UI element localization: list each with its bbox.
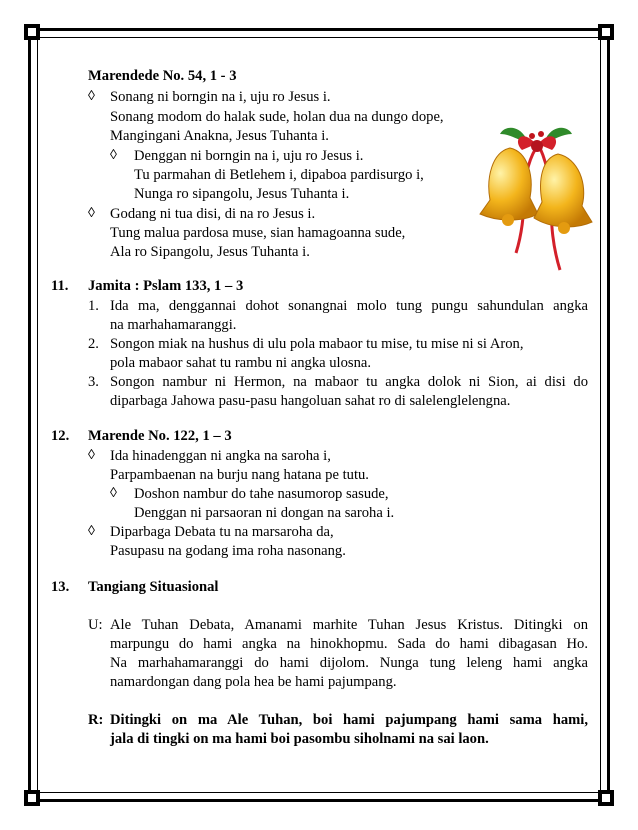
verse-line: Tung malua pardosa muse, sian hamagoanna sude, xyxy=(110,225,406,241)
speaker-label: R: xyxy=(88,712,104,728)
bullet-icon: ◊ xyxy=(88,206,95,221)
verse-line: Denggan ni borngin na i, uju ro Jesus i. xyxy=(134,148,364,164)
border-corner xyxy=(24,24,40,40)
section-title: Jamita : Pslam 133, 1 – 3 xyxy=(88,278,244,294)
list-number: 2. xyxy=(88,336,99,352)
list-item-text: Songon miak na hushus di ulu pola mabaor tu mise, tu mise ni si Aron, xyxy=(110,336,524,352)
list-item-text: pola mabaor sahat tu rambu ni angka ulosna. xyxy=(110,355,371,371)
bullet-icon: ◊ xyxy=(88,89,95,104)
section-number: 13. xyxy=(51,579,70,595)
prayer-line: namardongan dang pola hea be hami pajumpang. xyxy=(110,674,397,690)
response-line: Ditingki on ma Ale Tuhan, boi hami pajumpang hami sama hami, xyxy=(110,712,588,728)
prayer-line: Na marhahamaranggi do hami dijolom. Nunga tung leleng hami angka xyxy=(110,655,588,671)
verse-line: Godang ni tua disi, di na ro Jesus i. xyxy=(110,206,316,222)
section-title: Marende No. 122, 1 – 3 xyxy=(88,428,232,444)
christmas-bells-icon xyxy=(478,118,596,278)
list-number: 3. xyxy=(88,374,99,390)
list-item-text: Songon nambur ni Hermon, na mabaor tu angka dolok ni Sion, ai disi do xyxy=(110,374,588,390)
bullet-icon: ◊ xyxy=(110,148,117,163)
list-item-text: diparbaga Jahowa pasu-pasu hangoluan sahat ro di salelenglelengna. xyxy=(110,393,511,409)
list-item-text: Ida ma, denggannai dohot sonangnai molo tung pungu sahundulan angka xyxy=(110,298,588,314)
verse-line: Denggan ni parsaoran ni dongan na saroha i. xyxy=(134,505,395,521)
bullet-icon: ◊ xyxy=(88,524,95,539)
verse-line: Sonang modom do halak sude, holan dua na dungo dope, xyxy=(110,109,444,125)
hymn-title: Marendede No. 54, 1 - 3 xyxy=(88,68,237,84)
verse-line: Ida hinadenggan ni angka na saroha i, xyxy=(110,448,331,464)
verse-line: Pasupasu na godang ima roha nasonang. xyxy=(110,543,346,559)
bullet-icon: ◊ xyxy=(88,448,95,463)
verse-line: Parpambaenan na burju nang hatana pe tutu. xyxy=(110,467,369,483)
bullet-icon: ◊ xyxy=(110,486,117,501)
verse-line: Mangingani Anakna, Jesus Tuhanta i. xyxy=(110,128,329,144)
list-item-text: na marhahamaranggi. xyxy=(110,317,237,333)
verse-line: Sonang ni borngin na i, uju ro Jesus i. xyxy=(110,89,331,105)
border-corner xyxy=(598,24,614,40)
prayer-line: Ale Tuhan Debata, Amanami marhite Tuhan Jesus Kristus. Ditingki on xyxy=(110,617,588,633)
response-line: jala di tingki on ma hami boi pasombu siholnami na sai laon. xyxy=(110,731,489,747)
verse-line: Diparbaga Debata tu na marsaroha da, xyxy=(110,524,334,540)
section-number: 12. xyxy=(51,428,70,444)
list-number: 1. xyxy=(88,298,99,314)
verse-line: Ala ro Sipangolu, Jesus Tuhanta i. xyxy=(110,244,310,260)
section-number: 11. xyxy=(51,278,69,294)
verse-line: Nunga ro sipangolu, Jesus Tuhanta i. xyxy=(134,186,350,202)
border-corner xyxy=(598,790,614,806)
prayer-line: marpungu do hami angka na hinokhopmu. Sada do hami dibagasan Ho. xyxy=(110,636,588,652)
border-corner xyxy=(24,790,40,806)
verse-line: Tu parmahan di Betlehem i, dipaboa pardisurgo i, xyxy=(134,167,424,183)
verse-line: Doshon nambur do tahe nasumorop sasude, xyxy=(134,486,389,502)
speaker-label: U: xyxy=(88,617,103,633)
section-title: Tangiang Situasional xyxy=(88,579,219,595)
